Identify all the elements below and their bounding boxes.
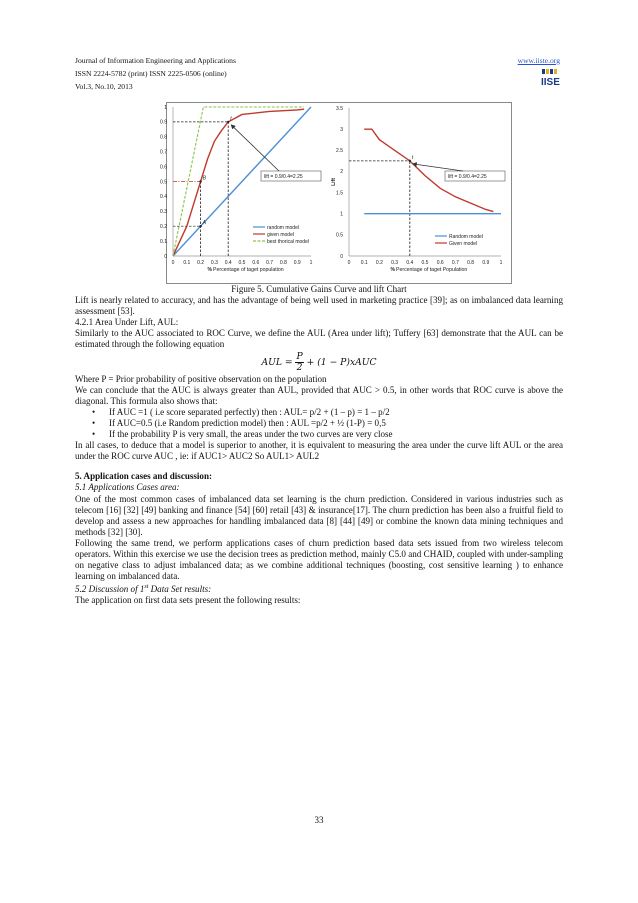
y-tick-label: 3 [340, 126, 343, 133]
x-tick-label: 0.7 [266, 260, 274, 266]
page-number: 33 [314, 815, 324, 825]
annotation-arrow [413, 164, 463, 171]
equation-fraction [295, 352, 303, 373]
x-tick-label: 0.7 [451, 260, 459, 266]
journal-title: Journal of Information Engineering and Applications [75, 56, 236, 65]
x-tick-label: 0.1 [360, 260, 368, 266]
heading-5-2-start: 5.2 Discussion of 1 [75, 584, 145, 595]
legend-label: best thorical model [267, 239, 309, 245]
journal-issn: ISSN 2224-5782 (print) ISSN 2225-0506 (online) [75, 69, 227, 78]
y-tick-label: 0.3 [160, 209, 167, 216]
paragraph-results: The application on first data sets present the following results: [75, 595, 301, 606]
list-item: • If AUC=0.5 (i.e Random prediction model) then : AUL =p/2 + ½ (1-P) = 0,5 [109, 418, 563, 429]
point-label: B [202, 175, 206, 182]
aul-equation [75, 352, 563, 373]
data-point [199, 180, 201, 182]
equation-lhs: AUL = [261, 356, 293, 368]
heading-5-2 [75, 582, 563, 595]
y-axis-label: Lift [331, 178, 337, 186]
data-point [227, 121, 229, 123]
legend-label: Given model [449, 241, 478, 247]
x-axis-prefix: % [207, 267, 212, 273]
x-tick-label: 0.4 [224, 260, 232, 266]
x-tick-label: 0.3 [391, 260, 399, 266]
annotation-arrow [231, 125, 279, 171]
equation-numerator: P [296, 350, 303, 362]
y-tick-label: 2 [340, 169, 343, 176]
cumulative-gains-chart [160, 105, 321, 273]
heading-5-2-sup: st [144, 584, 149, 591]
x-tick-label: 0.2 [375, 260, 383, 266]
journal-url-link[interactable]: www.iiste.org [517, 56, 560, 65]
x-tick-label: 0.9 [482, 260, 490, 266]
equation-rhs: + (1 − P)xAUC [306, 356, 377, 368]
logo-text: IISE [541, 77, 560, 88]
heading-5-1: 5.1 Applications Cases area: [75, 482, 180, 493]
journal-volume: Vol.3, No.10, 2013 [75, 82, 133, 91]
x-tick-label: 0.5 [238, 260, 246, 266]
point-label: A [202, 220, 206, 227]
data-point [199, 225, 201, 227]
y-tick-label: 0.7 [160, 149, 167, 156]
list-item: • If the probability P is very small, the areas under the two curves are very close [109, 429, 563, 440]
y-tick-label: 0.2 [160, 224, 167, 230]
x-tick-label: 0.5 [421, 260, 429, 266]
x-axis-label: Percentage of taget population [213, 267, 284, 273]
equation-denominator: 2 [296, 361, 303, 373]
x-tick-label: 0 [347, 260, 351, 266]
point-label: t [411, 154, 414, 161]
heading-5-2-end: Data Set results: [148, 584, 212, 595]
x-tick-label: 0.2 [197, 260, 205, 266]
x-tick-label: 0.9 [293, 260, 301, 266]
x-axis-label: Percentage of taget Population [396, 267, 468, 273]
y-tick-label: 2.5 [336, 148, 343, 155]
heading-4-2-1: 4.2.1 Area Under Lift, AUL: [75, 317, 179, 328]
paragraph-conclusion: We can conclude that the AUC is always greater than AUL, provided that AUC > 0.5, in other words that ROC curve is above the diagonal. This formula also shows that: [75, 384, 563, 406]
y-tick-label: 1 [340, 211, 343, 218]
x-tick-label: 0.6 [436, 260, 444, 266]
list-item: • If AUC =1 ( i.e score separated perfectly) then : AUL= p/2 + (1 – p) = 1 – p/2 [109, 407, 563, 418]
paragraph-churn: One of the most common cases of imbalanced data set learning is the churn prediction. Considered in various industries such as telecom [16] [32] [49] banking and finance [54] [60] retail [43] & insurance[17]. The churn prediction has been also a fruitful field to develop and assess a new approaches for handling imbalanced data [8] [44] [49] or combine the known data mining techniques and methods [32] [30]. [75, 493, 563, 537]
bullet-list [75, 407, 563, 440]
x-tick-label: 0.8 [467, 260, 475, 266]
y-tick-label: 3.5 [336, 105, 343, 112]
y-tick-label: 0 [164, 253, 167, 260]
legend-label: random model [267, 225, 299, 231]
data-point [409, 160, 411, 162]
y-tick-label: 0.1 [160, 238, 167, 245]
paragraph-all-cases: In all cases, to deduce that a model is superior to another, it is equivalent to measuring the area under the curve lift AUL or the area under the ROC curve AUC , ie: if AUC1> AUC2 So AUL1> AUL2 [75, 440, 563, 462]
heading-section-5: 5. Application cases and discussion: [75, 471, 212, 482]
y-tick-label: 0.5 [160, 179, 167, 186]
lift-chart [331, 106, 505, 273]
series-line [364, 129, 493, 211]
y-tick-label: 0 [340, 253, 343, 260]
x-tick-label: 0.3 [210, 260, 218, 266]
paragraph-trend: Following the same trend, we perform applications cases of churn prediction based data sets issued from two wireless telecom operators. Within this exercise we use the decision trees as prediction method, mainly C5.0 and CHAID, coupled with under-sampling on negative class to adjust imbalanced data; as we combine additional techniques (boosting, cost sensitive learning ) to enhance learning on imbalanced data. [75, 537, 563, 582]
paragraph-where: Where P = Prior probability of positive observation on the population [75, 373, 327, 384]
annotation-text: lift = 0.9/0.4=2.25 [448, 174, 487, 180]
iiste-logo [540, 68, 564, 88]
x-tick-label: 1 [309, 260, 313, 266]
y-tick-label: 0.5 [336, 232, 343, 239]
x-tick-label: 0.6 [252, 260, 260, 266]
y-tick-label: 0.4 [160, 194, 167, 201]
x-tick-label: 0.8 [279, 260, 287, 266]
x-tick-label: 0.1 [183, 260, 191, 266]
y-tick-label: 0.9 [160, 119, 167, 126]
legend-label: Random model [449, 234, 483, 240]
x-tick-label: 1 [499, 260, 503, 266]
annotation-text: lift = 0.9/0.4=2.25 [264, 174, 303, 180]
x-tick-label: 0.4 [406, 260, 414, 266]
figure-5-charts [160, 103, 511, 283]
figure-5 [160, 102, 512, 284]
y-tick-label: 1.5 [336, 190, 343, 197]
y-tick-label: 1 [164, 104, 167, 111]
paragraph-lift: Lift is nearly related to accuracy, and has the advantage of being well used in marketing practice [39]; as on imbalanced data learning assessment [53]. [75, 295, 563, 317]
y-tick-label: 0.8 [160, 134, 167, 141]
body-text [75, 284, 563, 606]
x-axis-prefix: % [390, 267, 395, 273]
paragraph-aul: Similarly to the AUC associated to ROC Curve, we define the AUL (Area under lift); Tuffery [63] demonstrate that the AUL can be estimated through the following equation [75, 328, 563, 350]
point-label: t [230, 115, 232, 122]
figure-caption: Figure 5. Cumulative Gains Curve and lift Chart [231, 284, 407, 294]
legend-label: given model [267, 232, 294, 238]
x-tick-label: 0 [171, 260, 175, 266]
y-tick-label: 0.6 [160, 164, 167, 171]
